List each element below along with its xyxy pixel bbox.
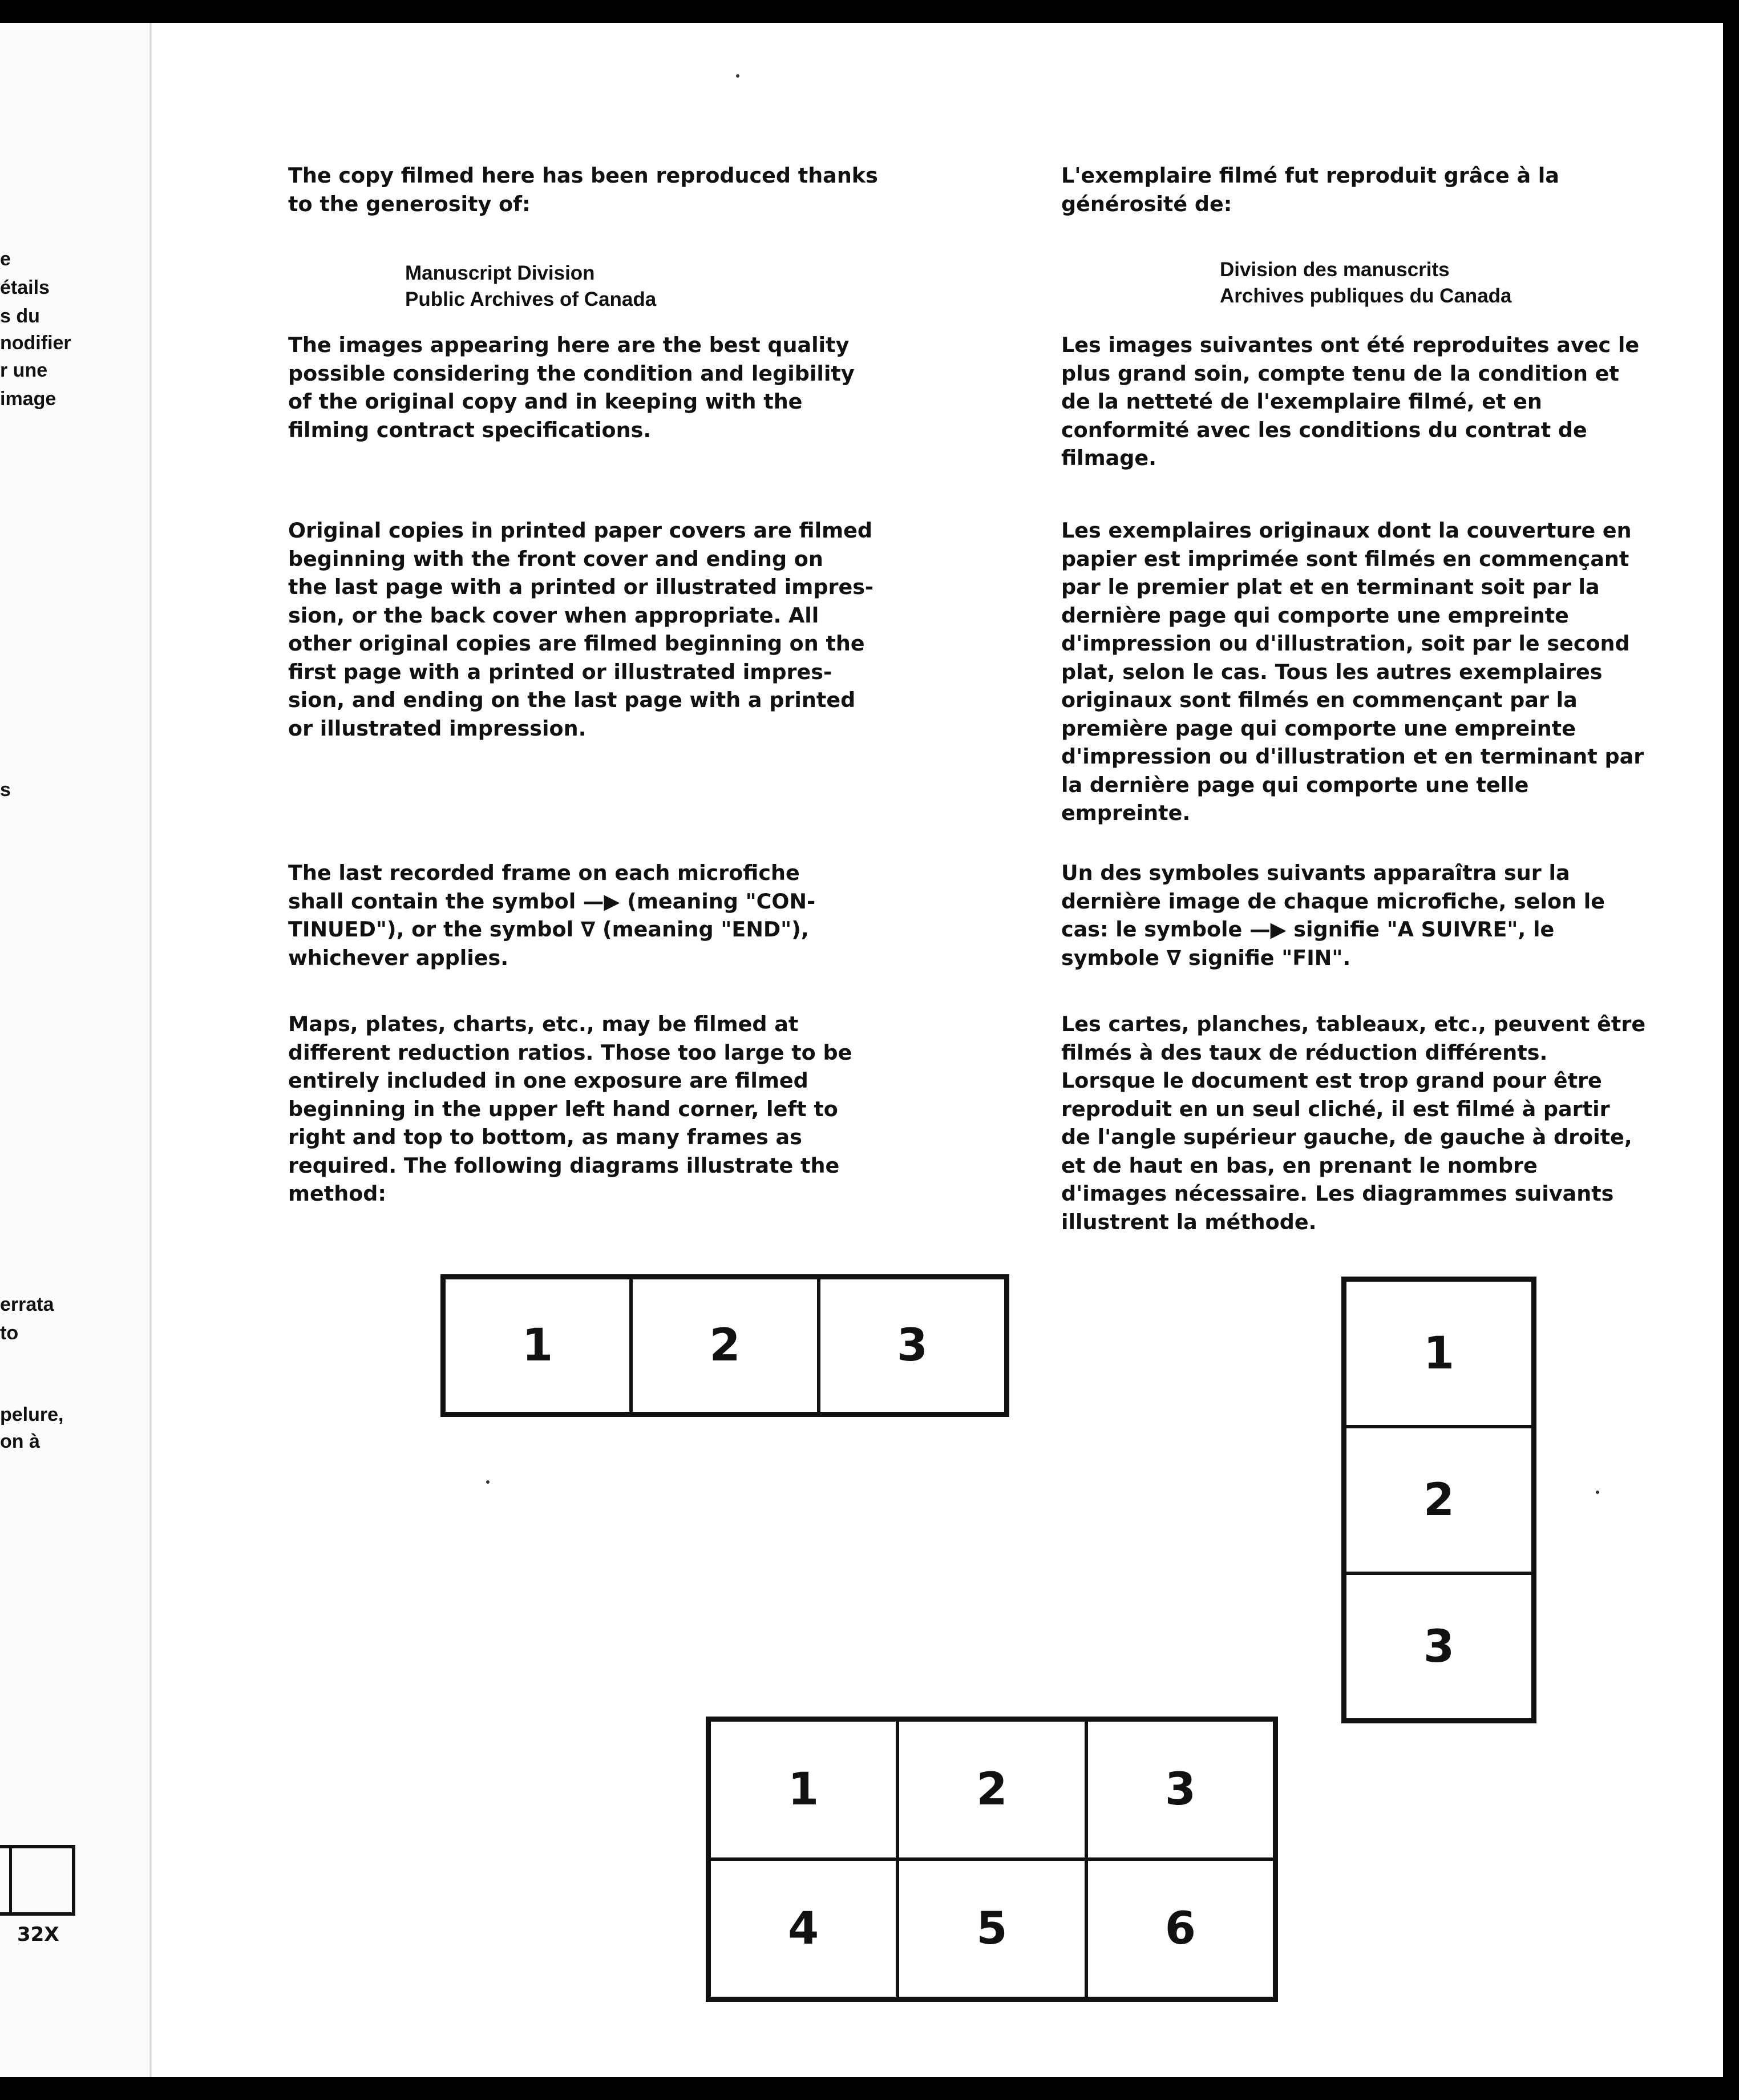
french-covers-paragraph [1061, 516, 1644, 827]
text-line: dernière page qui comporte une empreinte [1061, 603, 1569, 628]
credit-line: Manuscript Division [405, 262, 595, 284]
frame-cell: 3 [1345, 1573, 1533, 1720]
frame-cell: 5 [897, 1859, 1086, 1998]
diagram-vertical-frames [1341, 1277, 1536, 1723]
edge-fragment: nodifier [0, 332, 71, 354]
french-intro [1061, 161, 1559, 218]
text-line: dernière image de chaque microfiche, selon le [1061, 889, 1605, 914]
text-line: first page with a printed or illustrated impres- [288, 659, 832, 684]
frame-cell: 1 [444, 1278, 631, 1414]
text-line: plat, selon le cas. Tous les autres exemplaires [1061, 659, 1603, 684]
edge-fragment: s [0, 779, 11, 801]
text-line: to the generosity of: [288, 191, 531, 216]
text-line: right and top to bottom, as many frames as [288, 1125, 802, 1149]
frame-cell: 1 [709, 1720, 897, 1859]
edge-fragment: étails [0, 277, 50, 298]
text-line: filming contract specifications. [288, 417, 652, 442]
text-line: cas: le symbole —▶ signifie "A SUIVRE", le [1061, 917, 1555, 942]
text-line: Maps, plates, charts, etc., may be filmed at [288, 1012, 799, 1036]
english-symbols-paragraph [288, 859, 815, 972]
text-line: shall contain the symbol —▶ (meaning "CON- [288, 889, 816, 914]
english-quality-paragraph [288, 331, 855, 444]
text-line: TINUED"), or the symbol ∇ (meaning "END"), [288, 917, 809, 942]
text-line: other original copies are filmed beginning on the [288, 631, 865, 656]
text-line: entirely included in one exposure are filmed [288, 1068, 808, 1093]
text-line: plus grand soin, compte tenu de la condition et [1061, 361, 1619, 386]
french-quality-paragraph [1061, 331, 1639, 472]
text-line: required. The following diagrams illustrate the [288, 1153, 840, 1178]
text-line: de l'angle supérieur gauche, de gauche à droite, [1061, 1125, 1632, 1149]
frame-cell: 4 [709, 1859, 897, 1998]
text-line: et de haut en bas, en prenant le nombre [1061, 1153, 1538, 1178]
diagram-grid-frames [706, 1717, 1278, 2002]
microfiche-target-page [0, 23, 1723, 2077]
text-line: symbole ∇ signifie "FIN". [1061, 945, 1351, 970]
text-line: sion, or the back cover when appropriate. All [288, 603, 819, 628]
text-line: The copy filmed here has been reproduced thanks [288, 163, 878, 188]
resolution-target-box [0, 1845, 75, 1916]
english-intro [288, 161, 878, 218]
credit-line: Division des manuscrits [1220, 259, 1450, 281]
diagram-horizontal-frames [440, 1274, 1009, 1417]
text-line: par le premier plat et en terminant soit par la [1061, 575, 1600, 599]
text-line: beginning in the upper left hand corner, left to [288, 1096, 838, 1121]
text-line: different reduction ratios. Those too large to be [288, 1040, 852, 1065]
text-line: sion, and ending on the last page with a printed [288, 688, 856, 712]
text-line: reproduit en un seul cliché, il est filmé à partir [1061, 1096, 1610, 1121]
text-line: the last page with a printed or illustrated impres- [288, 575, 874, 599]
text-line: Les cartes, planches, tableaux, etc., peuvent être [1061, 1012, 1646, 1036]
edge-fragment: pelure, [0, 1404, 64, 1425]
english-credit [405, 260, 656, 313]
frame-cell: 6 [1086, 1859, 1275, 1998]
text-line: première page qui comporte une empreinte [1061, 716, 1576, 741]
frame-cell: 2 [631, 1278, 818, 1414]
frame-cell: 2 [1345, 1427, 1533, 1573]
scan-speck [736, 74, 739, 78]
text-line: or illustrated impression. [288, 716, 587, 741]
scan-speck [486, 1480, 490, 1484]
edge-fragment: e [0, 248, 11, 270]
credit-line: Archives publiques du Canada [1220, 285, 1512, 307]
text-line: The images appearing here are the best quality [288, 333, 850, 357]
text-line: The last recorded frame on each microfiche [288, 861, 800, 885]
edge-fragment: s du [0, 305, 40, 327]
scan-speck [1596, 1491, 1599, 1494]
text-line: de la netteté de l'exemplaire filmé, et en [1061, 389, 1542, 414]
left-page-fold [0, 23, 152, 2077]
frame-cell: 3 [819, 1278, 1006, 1414]
text-line: Lorsque le document est trop grand pour être [1061, 1068, 1602, 1093]
text-line: originaux sont filmés en commençant par la [1061, 688, 1578, 712]
scale-label: 32X [17, 1923, 59, 1946]
text-line: of the original copy and in keeping with the [288, 389, 803, 414]
text-line: filmage. [1061, 446, 1156, 470]
frame-cell: 1 [1345, 1280, 1533, 1427]
text-line: L'exemplaire filmé fut reproduit grâce à la [1061, 163, 1559, 188]
frame-cell: 2 [897, 1720, 1086, 1859]
text-line: d'impression ou d'illustration et en terminant par [1061, 744, 1644, 769]
text-line: whichever applies. [288, 945, 509, 970]
text-line: Les images suivantes ont été reproduites avec le [1061, 333, 1640, 357]
frame-cell: 3 [1086, 1720, 1275, 1859]
french-maps-paragraph [1061, 1010, 1645, 1236]
edge-fragment: to [0, 1322, 19, 1344]
text-line: la dernière page qui comporte une telle [1061, 772, 1529, 797]
french-credit [1220, 257, 1512, 309]
text-line: générosité de: [1061, 191, 1232, 216]
credit-line: Public Archives of Canada [405, 288, 657, 310]
text-line: possible considering the condition and legibility [288, 361, 855, 386]
text-line: empreinte. [1061, 801, 1191, 825]
edge-fragment: on à [0, 1431, 40, 1452]
text-line: Un des symboles suivants apparaîtra sur la [1061, 861, 1570, 885]
text-line: Original copies in printed paper covers are filmed [288, 518, 873, 543]
edge-fragment: image [0, 388, 56, 410]
edge-fragment: r une [0, 360, 48, 381]
text-line: d'images nécessaire. Les diagrammes suivants [1061, 1181, 1614, 1206]
english-maps-paragraph [288, 1010, 852, 1208]
text-line: method: [288, 1181, 387, 1206]
text-line: filmés à des taux de réduction différents. [1061, 1040, 1548, 1065]
english-covers-paragraph [288, 516, 873, 742]
text-line: papier est imprimée sont filmés en commençant [1061, 546, 1629, 571]
text-line: d'impression ou d'illustration, soit par le second [1061, 631, 1630, 656]
text-line: beginning with the front cover and ending on [288, 546, 823, 571]
text-line: conformité avec les conditions du contrat de [1061, 417, 1587, 442]
edge-fragment: errata [0, 1294, 54, 1315]
french-symbols-paragraph [1061, 859, 1605, 972]
text-line: illustrent la méthode. [1061, 1209, 1317, 1234]
text-line: Les exemplaires originaux dont la couverture en [1061, 518, 1632, 543]
